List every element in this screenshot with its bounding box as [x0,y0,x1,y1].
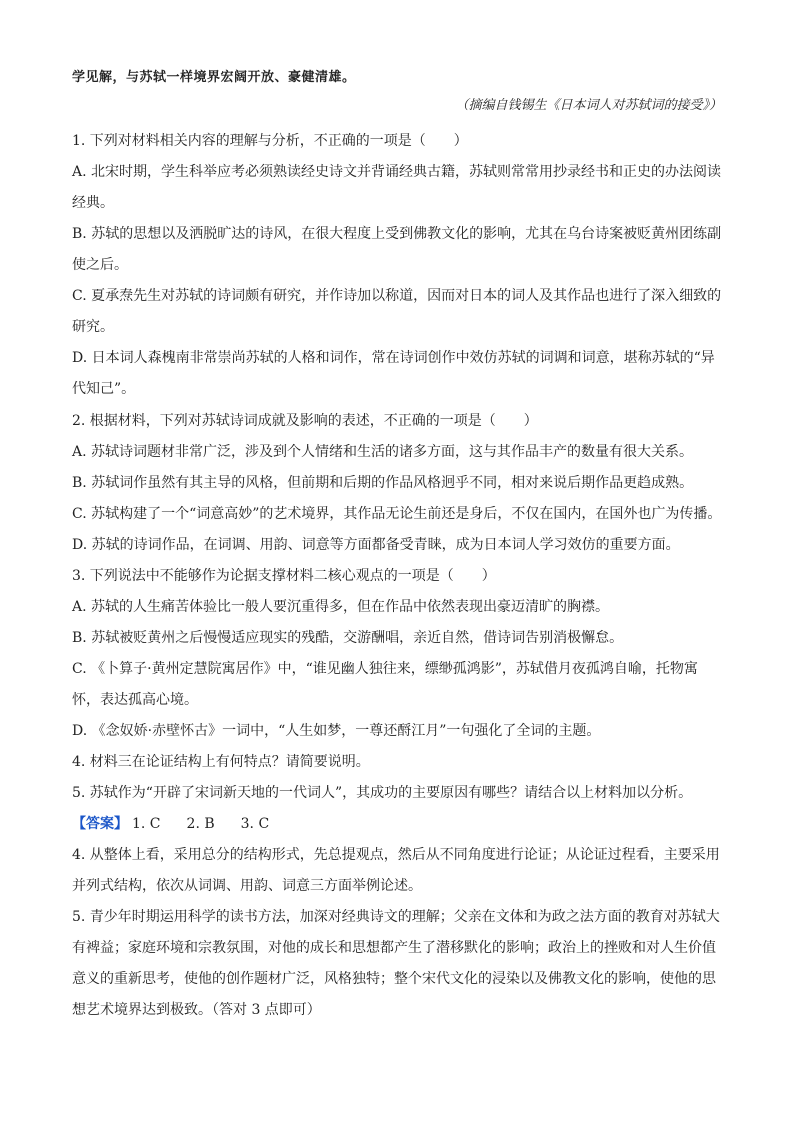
q1-stem: 1. 下列对材料相关内容的理解与分析，不正确的一项是（ ） [72,133,468,149]
answer-code-3: 3. C [240,816,270,832]
q1-option-c: C. 夏承焘先生对苏轼的诗词颇有研究，并作诗加以称道，因而对日本的词人及其作品也进行了深入细致的研究。 [72,288,722,335]
intro-tail: 学见解，与苏轼一样境界宏阔开放、豪健清雄。 [72,70,356,85]
answer-5: 5. 青少年时期运用科学的读书方法，加深对经典诗文的理解；父亲在文体和为政之法方面的教育对苏轼大有裨益；家庭环境和宗教氛围，对他的成长和思想都产生了潜移默化的影响；政治上的挫败和对人生价值意义的重新思考，使他的创作题材广泛，风格独特；整个宋代文化的浸染以及佛教文化的影响，使他的思想艺术境界达到极致。（答对 3 点即可） [72,909,720,1018]
answer-code-1: 1. C [132,816,161,832]
q2-option-d: D. 苏轼的诗词作品，在词调、用韵、词意等方面都备受青睐，成为日本词人学习效仿的重要方面。 [72,537,680,553]
q2-option-c: C. 苏轼构建了一个“词意高妙”的艺术境界，其作品无论生前还是身后，不仅在国内，在国外也广为传播。 [72,506,722,522]
source-citation: （摘编自钱锡生《日本词人对苏轼词的接受》） [455,98,722,113]
q3-option-c: C. 《卜算子·黄州定慧院寓居作》中，“谁见幽人独往来，缥缈孤鸿影”，苏轼借月夜孤鸿自喻，托物寓怀，表达孤高心境。 [72,661,698,708]
q4-stem: 4. 材料三在论证结构上有何特点？请简要说明。 [72,754,370,770]
q1-option-a: A. 北宋时期，学生科举应考必须熟读经史诗文并背诵经典古籍，苏轼则常常用抄录经书和正史的办法阅读经典。 [72,164,722,211]
q3-option-a: A. 苏轼的人生痛苦体验比一般人要沉重得多，但在作品中依然表现出豪迈清旷的胸襟。 [72,599,610,615]
answer-tag: 【答案】 [72,816,128,832]
q1-option-b: B. 苏轼的思想以及洒脱旷达的诗风，在很大程度上受到佛教文化的影响，尤其在乌台诗案被贬黄州团练副使之后。 [72,226,722,273]
answer-code-2: 2. B [186,816,215,832]
q2-option-b: B. 苏轼词作虽然有其主导的风格，但前期和后期的作品风格迥乎不同，相对来说后期作品更趋成熟。 [72,475,694,491]
q5-stem: 5. 苏轼作为“开辟了宋词新天地的一代词人”，其成功的主要原因有哪些？请结合以上材料加以分析。 [72,785,693,801]
q3-option-b: B. 苏轼被贬黄州之后慢慢适应现实的残酷，交游酬唱，亲近自然，借诗词告别消极懈怠。 [72,630,624,646]
q3-stem: 3. 下列说法中不能够作为论据支撑材料二核心观点的一项是（ ） [72,568,496,584]
answer-line [72,809,722,840]
q1-option-d: D. 日本词人森槐南非常崇尚苏轼的人格和词作，常在诗词创作中效仿苏轼的词调和词意，堪称苏轼的“异代知己”。 [72,350,715,397]
q3-option-d: D. 《念奴娇·赤壁怀古》一词中，“人生如梦，一尊还酹江月”一句强化了全词的主题。 [72,723,601,739]
q2-stem: 2. 根据材料，下列对苏轼诗词成就及影响的表述，不正确的一项是（ ） [72,413,538,429]
answer-4: 4. 从整体上看，采用总分的结构形式，先总提观点，然后从不同角度进行论证；从论证过程看，主要采用并列式结构，依次从词调、用韵、词意三方面举例论述。 [72,847,720,894]
q2-option-a: A. 苏轼诗词题材非常广泛，涉及到个人情绪和生活的诸多方面，这与其作品丰产的数量有很大关系。 [72,444,694,460]
